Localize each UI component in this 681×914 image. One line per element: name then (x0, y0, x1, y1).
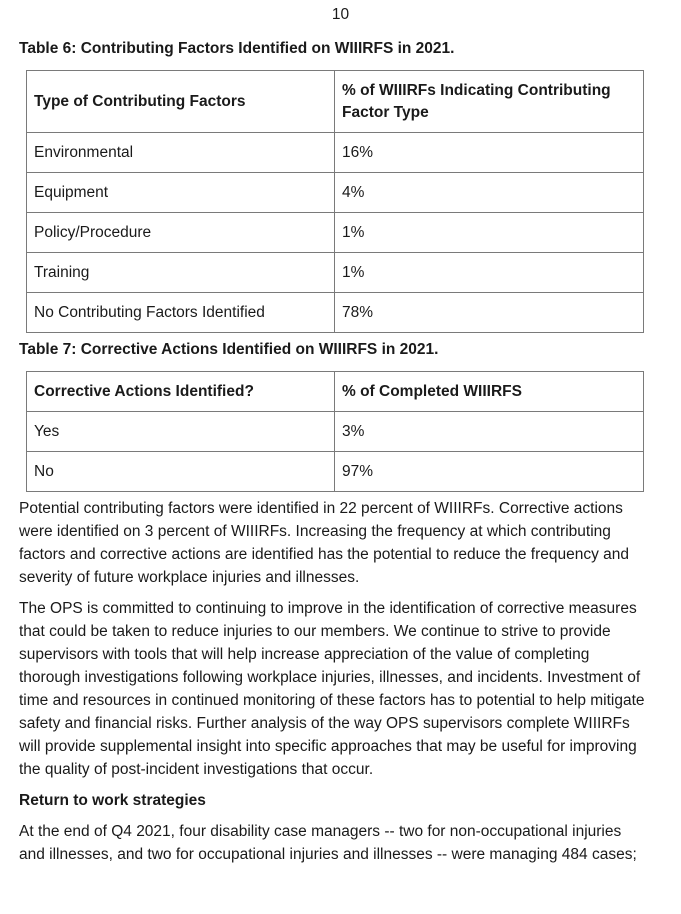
cell-factor: Equipment (27, 173, 335, 213)
table-row (27, 293, 644, 333)
corrective-actions-table (26, 371, 644, 492)
paragraph-ops-commitment: The OPS is committed to continuing to improve in the identification of corrective measures that could be taken to reduce injuries to our members. We continue to strive to provide supervisors with tools that will help increase appreciation of the value of completing thorough investigations following workplace injuries, illnesses, and incidents. Investment of time and resources in continued monitoring of these factors has to potential to help mitigate safety and financial risks. Further analysis of the way OPS supervisors complete WIIIRFs will provide supplemental insight into specific approaches that may be useful for improving the quality of post-incident investigations that occur. (19, 600, 645, 778)
table-row (27, 213, 644, 253)
cell-percent: 16% (335, 133, 644, 173)
header-percent-completed: % of Completed WIIIRFS (335, 372, 644, 412)
table-row (27, 173, 644, 213)
table-header-row (27, 372, 644, 412)
cell-factor: Policy/Procedure (27, 213, 335, 253)
table-row (27, 412, 644, 452)
table6-caption: Table 6: Contributing Factors Identified on WIIIRFS in 2021. (19, 40, 455, 57)
header-percent-wiiirfs: % of WIIIRFs Indicating Contributing Factor Type (335, 71, 644, 133)
cell-percent: 4% (335, 173, 644, 213)
cell-factor: Training (27, 253, 335, 293)
cell-factor: Environmental (27, 133, 335, 173)
paragraph-contributing-factors: Potential contributing factors were identified in 22 percent of WIIIRFs. Corrective actions were identified on 3 percent of WIIIRFs. Increasing the frequency at which contributing factors and corrective actions are identified has the potential to reduce the frequency and severity of future workplace injuries and illnesses. (19, 500, 630, 586)
page-number: 10 (331, 6, 350, 23)
header-factor-type: Type of Contributing Factors (27, 71, 335, 133)
table-row (27, 253, 644, 293)
cell-factor: No Contributing Factors Identified (27, 293, 335, 333)
cell-percent: 3% (335, 412, 644, 452)
cell-answer: No (27, 452, 335, 492)
section-heading: Return to work strategies (19, 792, 206, 809)
cell-percent: 1% (335, 253, 644, 293)
table7-caption: Table 7: Corrective Actions Identified on WIIIRFS in 2021. (19, 341, 439, 358)
header-corrective-actions: Corrective Actions Identified? (27, 372, 335, 412)
cell-percent: 97% (335, 452, 644, 492)
cell-percent: 1% (335, 213, 644, 253)
contributing-factors-table (26, 70, 644, 333)
table-row (27, 452, 644, 492)
cell-percent: 78% (335, 293, 644, 333)
cell-answer: Yes (27, 412, 335, 452)
paragraph-return-to-work: At the end of Q4 2021, four disability case managers -- two for non-occupational injuries and illnesses, and two for occupational injuries and illnesses -- were managing 484 cases; (19, 823, 637, 863)
table-row (27, 133, 644, 173)
table-header-row (27, 71, 644, 133)
